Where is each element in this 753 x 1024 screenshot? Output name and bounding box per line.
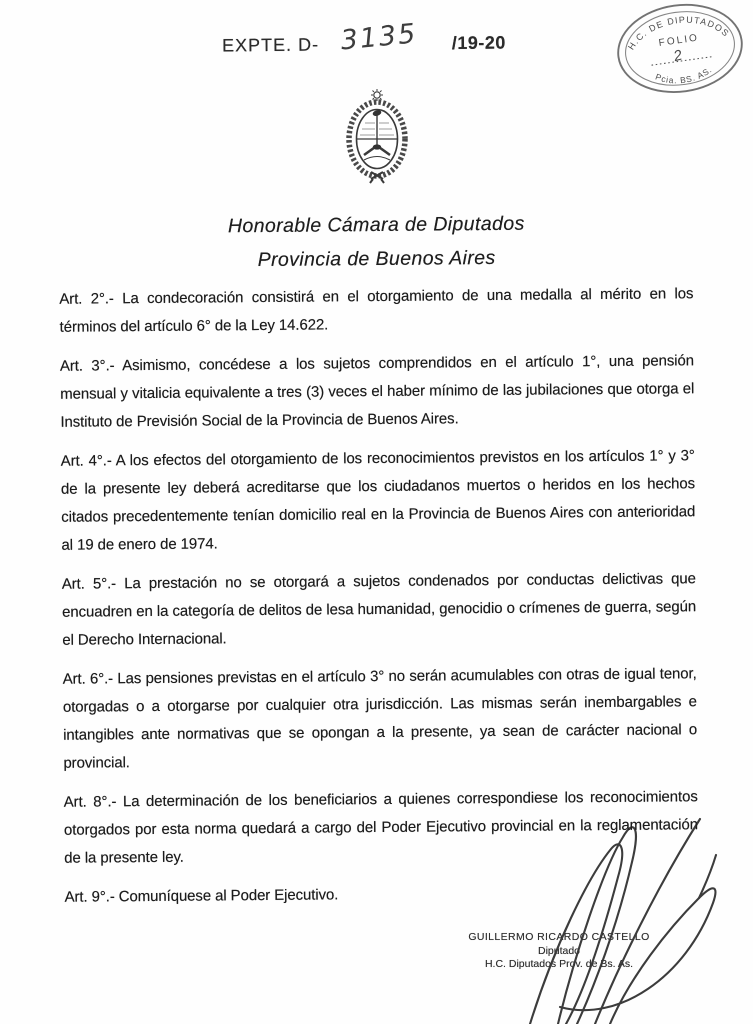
handwritten-signature bbox=[500, 805, 735, 1024]
expediente-header bbox=[221, 18, 506, 59]
article-2-paragraph: Art. 2°.- La condecoración consistirá en el otorgamiento de una medalla al mérito en los términos del artículo 6° de la Ley 14.622. bbox=[59, 285, 694, 336]
stamp-folio-label: FOLIO bbox=[658, 32, 700, 50]
stamp-folio-number-handwritten: 2 bbox=[672, 47, 684, 66]
argentina-coat-of-arms-icon bbox=[335, 88, 419, 184]
article-6-paragraph: Art. 6°.- Las pensiones previstas en el artículo 3° no serán acumulables con otras de igual tenor, otorgadas o a otorgarse por cualquier otra jurisdicción. Las mismas serán inembargables e intangibles ante normativas que se opongan a la presente, ya sean de carácter nacional o provincial. bbox=[62, 665, 698, 772]
signatory-block bbox=[443, 931, 675, 972]
stamp-bottom-arc-text: Pcia. BS. AS. bbox=[654, 64, 714, 86]
title-line-chamber: Honorable Cámara de Diputados bbox=[227, 212, 525, 238]
signatory-name: GUILLERMO RICARDO CASTELLO bbox=[468, 931, 650, 943]
expediente-number-handwritten: 3135 bbox=[339, 18, 419, 57]
article-3-paragraph: Art. 3°.- Asimismo, concédese a los sujetos comprendidos en el artículo 1°, una pensión mensual y vitalicia equivalente a tres (3) veces el haber mínimo de las jubilaciones que otorga el Instituto de Previsión Social de la Provincia de Buenos Aires. bbox=[59, 352, 695, 431]
article-9-paragraph: Art. 9°.- Comuníquese al Poder Ejecutivo. bbox=[64, 886, 339, 906]
article-8-paragraph: Art. 8°.- La determinación de los beneficiarios a quienes correspondiese los reconocimientos otorgados por esta norma quedará a cargo del Poder Ejecutivo provincial en la reglamentación de la presente ley. bbox=[63, 788, 699, 867]
signatory-organization: H.C. Diputados Prov. de Bs. As. bbox=[484, 958, 634, 970]
title-line-province: Provincia de Buenos Aires bbox=[257, 246, 496, 272]
article-5-paragraph: Art. 5°.- La prestación no se otorgará a sujetos condenados por conductas delictivas que encuadren en la categoría de delitos de lesa humanidad, genocidio o crímenes de guerra, según el Derecho Internacional. bbox=[61, 570, 697, 649]
stamp-top-arc-text: H.C. DE DIPUTADOS bbox=[625, 14, 732, 52]
signatory-role: Diputado bbox=[537, 944, 581, 957]
folio-stamp bbox=[610, 0, 750, 100]
chamber-title bbox=[0, 211, 753, 275]
expediente-label: EXPTE. D- bbox=[221, 34, 320, 56]
article-4-paragraph: Art. 4°.- A los efectos del otorgamiento de los reconocimientos previstos en los artículos 1° y 3° de la presente ley deberá acreditarse que los ciudadanos muertos o heridos en los hechos citados precedentemente tenían domicilio real en la Provincia de Buenos Aires con anterioridad al 19 de enero de 1974. bbox=[60, 447, 696, 554]
expediente-period-suffix: /19-20 bbox=[451, 32, 506, 54]
